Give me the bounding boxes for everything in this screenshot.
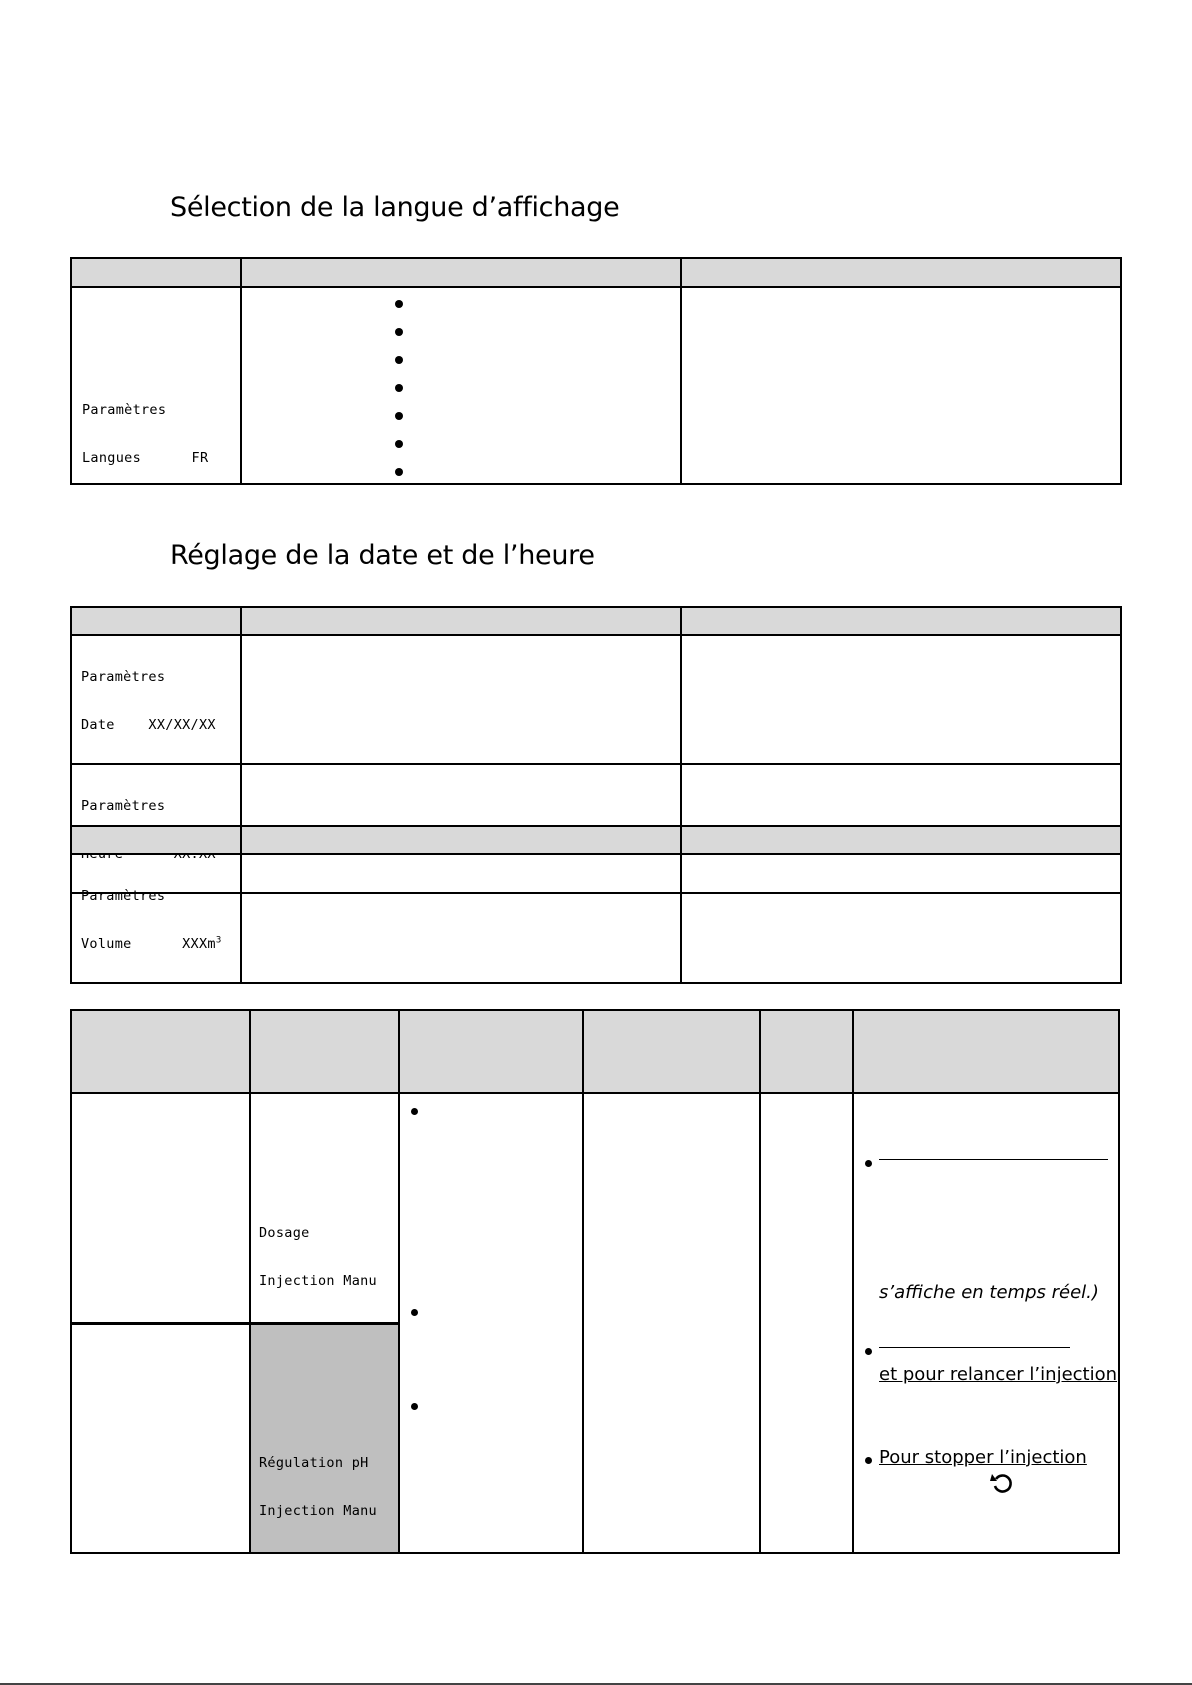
lcd-line: Régulation pH <box>259 1455 369 1471</box>
header-cell <box>71 258 241 287</box>
lcd-line: Injection Manu <box>259 1273 377 1289</box>
col-divider <box>582 1009 584 1554</box>
description-cell <box>681 287 1121 484</box>
lcd-line: Paramètres <box>81 888 166 904</box>
header-divider <box>70 1092 1120 1094</box>
header-cell <box>241 826 681 854</box>
bullet-icon <box>395 328 403 336</box>
empty-cell <box>681 854 1121 983</box>
col-divider <box>398 1009 400 1554</box>
lcd-line: Injection Manu <box>259 1503 377 1519</box>
display-cell <box>71 635 241 764</box>
lcd-line: Langues FR <box>82 450 209 466</box>
header-cell <box>241 607 681 635</box>
empty-cell <box>681 635 1121 764</box>
bullet-icon <box>411 1403 418 1410</box>
injection-table <box>70 1009 1120 1554</box>
header-cell <box>681 607 1121 635</box>
underline-blank <box>879 1159 1108 1160</box>
bullet-icon <box>395 300 403 308</box>
lcd-display-date <box>72 636 240 763</box>
bullet-icon <box>865 1160 872 1167</box>
empty-cell <box>241 635 681 764</box>
bullet-icon <box>395 468 403 476</box>
volume-unit-exponent: 3 <box>215 936 222 946</box>
lcd-line <box>81 936 240 950</box>
lcd-line: Paramètres <box>81 798 166 814</box>
lcd-line: Paramètres <box>82 402 167 418</box>
bullet-icon <box>395 440 403 448</box>
relaunch-note: et pour relancer l’injection <box>879 1364 1118 1385</box>
lcd-line: Paramètres <box>81 669 166 685</box>
lcd-line: Dosage <box>259 1225 310 1241</box>
display-cell <box>71 287 241 484</box>
heading-language: Sélection de la langue d’affichage <box>170 192 620 223</box>
bullet-icon <box>411 1108 418 1115</box>
bullet-icon <box>395 384 403 392</box>
undo-arrow-icon <box>989 1470 1015 1496</box>
row-divider <box>70 1322 399 1325</box>
col-divider <box>759 1009 761 1554</box>
lcd-display-language <box>82 370 208 498</box>
header-cell <box>71 826 241 854</box>
lcd-display-dosage <box>259 1193 377 1321</box>
volume-value: Volume XXXm <box>81 936 216 950</box>
heading-datetime: Réglage de la date et de l’heure <box>170 540 595 571</box>
language-table <box>70 257 1122 485</box>
lcd-display-regulation <box>259 1423 377 1551</box>
header-cell <box>681 258 1121 287</box>
lcd-display-volume <box>72 855 240 982</box>
underline-blank <box>879 1347 1070 1348</box>
volume-table <box>70 825 1122 984</box>
header-cell <box>681 826 1121 854</box>
display-cell <box>71 854 241 983</box>
col-divider <box>852 1009 854 1554</box>
col-divider <box>249 1009 251 1554</box>
bullet-icon <box>865 1348 872 1355</box>
bullet-icon <box>411 1309 418 1316</box>
header-cell <box>241 258 681 287</box>
stop-note: Pour stopper l’injection <box>879 1447 1087 1468</box>
lcd-line: Date XX/XX/XX <box>81 717 216 731</box>
bullet-icon <box>865 1457 872 1464</box>
empty-cell <box>241 854 681 983</box>
bullet-icon <box>395 356 403 364</box>
language-options-cell <box>241 287 681 484</box>
realtime-note: s’affiche en temps réel.) <box>879 1282 1099 1303</box>
bullet-icon <box>395 412 403 420</box>
header-cell <box>71 607 241 635</box>
